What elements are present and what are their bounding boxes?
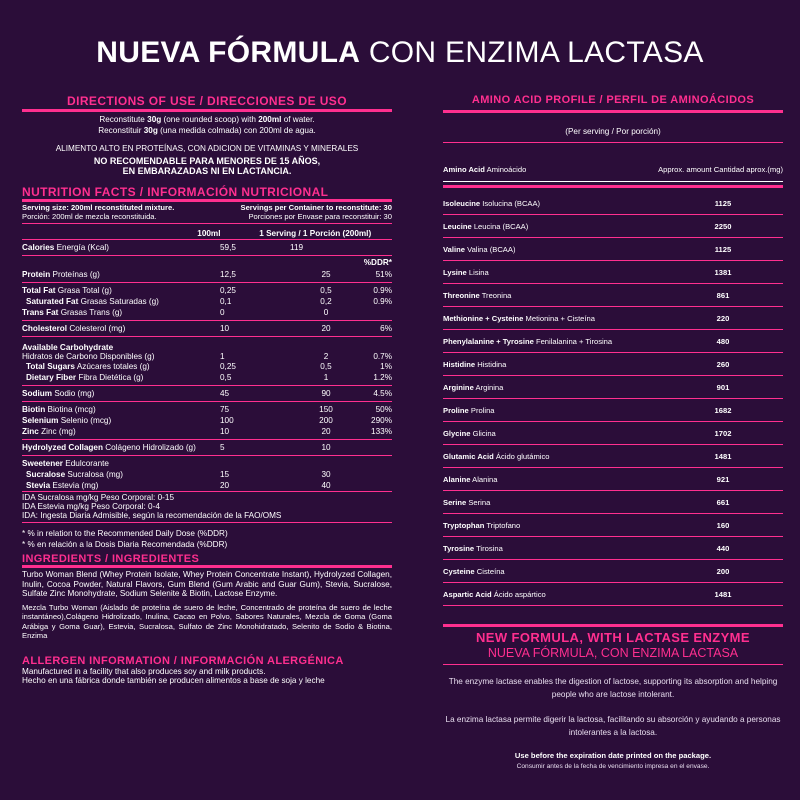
- amino-es: Glicina: [472, 428, 496, 438]
- value-ddr: 1.2%: [373, 373, 392, 382]
- value-ddr: 0.7%: [373, 352, 392, 361]
- amino-es: Arginina: [475, 382, 504, 392]
- divider: [22, 439, 392, 440]
- nutrition-row: [22, 285, 392, 296]
- nutrient-es: Sodio (mg): [54, 389, 95, 398]
- value-serving: 0: [323, 308, 329, 317]
- amino-en: Threonine: [443, 290, 480, 300]
- nutrition-heading: NUTRITION FACTS / INFORMACIÓN NUTRICIONAL: [22, 185, 329, 199]
- amino-value: 1682: [714, 405, 732, 415]
- amino-en: Valine: [443, 244, 465, 254]
- amino-value: 480: [716, 336, 730, 346]
- nutrient-es: Hidratos de Carbono Disponibles (g): [22, 352, 155, 361]
- nutrient-es: Sucralosa (mg): [67, 470, 123, 479]
- amino-en: Tyrosine: [443, 543, 475, 553]
- nutrient-en: Saturated Fat: [26, 297, 79, 306]
- new-formula-section: [443, 624, 783, 771]
- divider: [443, 185, 783, 188]
- value-ddr: 0.9%: [373, 286, 392, 295]
- value-100ml: 45: [220, 389, 230, 398]
- nutrition-table: [22, 269, 392, 491]
- servings-per: Servings per Container to reconstitute: 30: [240, 203, 392, 212]
- value-100ml: 0,25: [220, 362, 236, 371]
- amino-en: Leucine: [443, 221, 472, 231]
- new-formula-es: La enzima lactasa permite digerir la lactosa, facilitando su absorción y ayudando a personas intolerantes a la lactosa.: [445, 715, 781, 737]
- amino-value: 1481: [714, 451, 732, 461]
- value-serving: 150: [319, 405, 333, 414]
- amino-es: Treonina: [481, 290, 512, 300]
- nutrition-row: [22, 307, 392, 318]
- value-100ml: 75: [220, 405, 230, 414]
- value-ddr: 6%: [380, 324, 392, 333]
- nutrient-en: Total Sugars: [26, 362, 75, 371]
- amino-es: Histidina: [477, 359, 507, 369]
- amino-en: Alanine: [443, 474, 471, 484]
- ingredients-en: Turbo Woman Blend (Whey Protein Isolate, Whey Protein Concentrate Instant), Hydrolyzed Collagen, Inulin, Cocoa Powder, Natural Flavors, Gum Blend (Gum Arabic and Guar Gum), Stevia, Sucralose, Sulfate Zinc Monohydrate, Sodium Selenite & Biotin, Lactose Enzyme.: [22, 570, 392, 598]
- value-ddr: 290%: [371, 416, 392, 425]
- divider: [22, 282, 392, 283]
- nutrient-es: Biotina (mcg): [47, 405, 96, 414]
- value-serving: 1: [323, 373, 329, 382]
- divider: [22, 199, 392, 202]
- nutrient-es: Zinc (mg): [41, 427, 76, 436]
- amino-value: 160: [716, 520, 730, 530]
- ingredients-es: Mezcla Turbo Woman (Aislado de proteína de suero de leche, Concentrado de proteína de suero de leche instantáneo),Colágeno Hidrolizado, Inulina, Cacao en Polvo, Sabores Naturales, Mezcla de Goma (Goma Arábiga y Goma Guar), Estevia, Sucralosa, Sulfato de Zinc Monohidratado, Selenito de Sodio & Biotina, Enzima: [22, 602, 392, 640]
- new-formula-heading: NEW FORMULA, WITH LACTASE ENZYME: [476, 630, 750, 645]
- expiry-es: Consumir antes de la fecha de vencimiento impresa en el envase.: [516, 763, 710, 770]
- amino-table: [443, 192, 783, 606]
- amino-value: 1381: [714, 267, 732, 277]
- value-100ml: 10: [220, 427, 230, 436]
- amino-es: Tirosina: [476, 543, 503, 553]
- nutrient-en: Biotin: [22, 405, 46, 414]
- ingredients-heading: INGREDIENTS / INGREDIENTES: [22, 553, 200, 565]
- amino-row: [443, 422, 783, 445]
- nutrition-row: [22, 361, 392, 372]
- amino-es: Ácido glutámico: [495, 451, 550, 461]
- divider: [22, 401, 392, 402]
- nutrient-es: Proteínas (g): [52, 270, 100, 279]
- amino-value: 440: [716, 543, 730, 553]
- nutrient-es: Fibra Dietética (g): [78, 373, 144, 382]
- amino-row: [443, 238, 783, 261]
- nutrition-row: [22, 388, 392, 399]
- amino-es: Valina (BCAA): [467, 244, 516, 254]
- value-serving: 25: [321, 270, 331, 279]
- nutrition-row: [22, 458, 392, 469]
- divider: [22, 320, 392, 321]
- nutrition-column-header: 100ml 1 Serving / 1 Porción (200ml): [197, 228, 372, 238]
- value-ddr: 1%: [380, 362, 392, 371]
- nutrition-row: [22, 339, 392, 361]
- divider: [443, 664, 783, 665]
- amino-value: 200: [716, 566, 730, 576]
- nutrient-en: Total Fat: [22, 286, 56, 295]
- allergen-en: Manufactured in a facility that also produces soy and milk products.: [22, 666, 266, 676]
- divider: [22, 109, 392, 112]
- amino-en: Tryptophan: [443, 520, 485, 530]
- footnote-1: * % in relation to the Recommended Daily Dose (%DDR): [22, 529, 228, 538]
- amino-es: Serina: [468, 497, 491, 507]
- value-100ml: 5: [220, 443, 225, 452]
- title-bold: NUEVA FÓRMULA: [96, 36, 361, 69]
- amino-row: [443, 445, 783, 468]
- amino-en: Glycine: [443, 428, 471, 438]
- value-ddr: 51%: [375, 270, 392, 279]
- amino-es: Ácido aspártico: [493, 589, 546, 599]
- amino-es: Fenilalanina + Tirosina: [535, 336, 613, 346]
- title-rest: CON ENZIMA LACTASA: [368, 36, 704, 69]
- amino-value: 1702: [714, 428, 732, 438]
- amino-en: Arginine: [443, 382, 474, 392]
- new-formula-subheading: NUEVA FÓRMULA, CON ENZIMA LACTASA: [487, 646, 739, 660]
- amino-row: [443, 514, 783, 537]
- amino-en: Lysine: [443, 267, 467, 277]
- amino-row: [443, 560, 783, 583]
- nutrition-row: [22, 404, 392, 415]
- nutrition-row: [22, 296, 392, 307]
- nutrient-es: Grasas Saturadas (g): [80, 297, 159, 306]
- value-100ml: 20: [220, 481, 230, 490]
- nutrient-es: Colágeno Hidrolizado (g): [105, 443, 196, 452]
- amino-en: Proline: [443, 405, 469, 415]
- notice-3: EN EMBARAZADAS NI EN LACTANCIA.: [122, 166, 292, 176]
- amino-value: 901: [716, 382, 730, 392]
- nutrition-row: [22, 372, 392, 383]
- amino-value: 220: [716, 313, 730, 323]
- amino-en: Glutamic Acid: [443, 451, 494, 461]
- value-100ml: 10: [220, 324, 230, 333]
- amino-value: 1125: [714, 244, 732, 254]
- left-column: [22, 92, 392, 685]
- notice-1: ALIMENTO ALTO EN PROTEÍNAS, CON ADICION DE VITAMINAS Y MINERALES: [55, 144, 359, 153]
- amino-value: 661: [716, 497, 730, 507]
- directions-heading: DIRECTIONS OF USE / DIRECCIONES DE USO: [67, 94, 347, 108]
- amino-es: Lisina: [468, 267, 489, 277]
- nutrient-es: Colesterol (mg): [69, 324, 126, 333]
- amino-value: 2250: [714, 221, 732, 231]
- nutrient-en: Dietary Fiber: [26, 373, 77, 382]
- allergen-heading: ALLERGEN INFORMATION / INFORMACIÓN ALERGÉNICA: [22, 654, 344, 667]
- nutrition-row: [22, 480, 392, 491]
- amino-en: Isoleucine: [443, 198, 481, 208]
- nutrient-es: Grasa Total (g): [57, 286, 112, 295]
- amino-heading: AMINO ACID PROFILE / PERFIL DE AMINOÁCIDOS: [471, 94, 755, 106]
- value-serving: 2: [323, 352, 329, 361]
- amino-en: Histidine: [443, 359, 476, 369]
- amino-row: [443, 491, 783, 514]
- amino-row: [443, 330, 783, 353]
- amino-es: Metionina + Cisteína: [525, 313, 595, 323]
- nutrition-row: [22, 323, 392, 334]
- ida-1: IDA Sucralosa mg/kg Peso Corporal: 0-15: [22, 493, 174, 502]
- nutrient-es: Selenio (mcg): [60, 416, 112, 425]
- nutrient-en: Sucralose: [26, 470, 66, 479]
- nutrition-row: [22, 426, 392, 437]
- nutrition-row: [22, 442, 392, 453]
- amino-row: [443, 583, 783, 606]
- nutrient-es: Azúcares totales (g): [76, 362, 150, 371]
- nutrient-en: Hydrolyzed Collagen: [22, 443, 103, 452]
- value-100ml: 0,1: [220, 297, 232, 306]
- value-ddr: 50%: [375, 405, 392, 414]
- divider: [22, 223, 392, 224]
- amino-row: [443, 468, 783, 491]
- amino-en: Phenylalanine + Tyrosine: [443, 336, 534, 346]
- amino-row: [443, 261, 783, 284]
- amino-es: Cisteína: [476, 566, 505, 576]
- calories-row: Calories Energía (Kcal) 59,5 119: [22, 243, 304, 252]
- value-serving: 20: [321, 427, 331, 436]
- amino-es: Prolina: [470, 405, 495, 415]
- directions-line-1: Reconstitute 30g (one rounded scoop) with 200ml of water.: [99, 115, 315, 124]
- nutrient-es: Estevia (mg): [52, 481, 99, 490]
- value-100ml: 1: [220, 352, 225, 361]
- value-serving: 40: [321, 481, 331, 490]
- nutrient-es: Edulcorante: [65, 459, 109, 468]
- divider: [443, 142, 783, 143]
- nutrient-en: Cholesterol: [22, 324, 68, 333]
- nutrient-en: Stevia: [26, 481, 51, 490]
- amino-value: 1481: [714, 589, 732, 599]
- serving-size: Serving size: 200ml reconstituted mixture.: [22, 203, 175, 212]
- nutrient-en: Available Carbohydrate: [22, 343, 114, 352]
- value-100ml: 0,25: [220, 286, 236, 295]
- allergen-es: Hecho en una fábrica donde también se producen alimentos a base de soja y leche: [22, 675, 325, 685]
- amino-en: Serine: [443, 497, 467, 507]
- divider: [443, 624, 783, 627]
- right-column: [443, 92, 783, 606]
- footnote-2: * % en relación a la Dosis Diaria Recomendada (%DDR): [22, 540, 228, 549]
- nutrition-row: [22, 469, 392, 480]
- notice-2: NO RECOMENDABLE PARA MENORES DE 15 AÑOS,: [93, 156, 321, 166]
- nutrition-row: [22, 269, 392, 280]
- nutrition-row: [22, 415, 392, 426]
- ida-3: IDA: Ingesta Diaria Admisible, según la recomendación de la FAO/OMS: [22, 511, 282, 520]
- amino-en: Aspartic Acid: [443, 589, 492, 599]
- amino-value: 1125: [714, 198, 732, 208]
- amino-en: Cysteine: [443, 566, 475, 576]
- value-100ml: 0: [220, 308, 225, 317]
- amino-row: [443, 215, 783, 238]
- per-serving: (Per serving / Por porción): [565, 127, 661, 136]
- amino-es: Isolucina (BCAA): [482, 198, 541, 208]
- divider: [22, 565, 392, 568]
- nutrient-en: Zinc: [22, 427, 39, 436]
- new-formula-en: The enzyme lactase enables the digestion of lactose, supporting its absorption and helping people who are lactose intolerant.: [448, 677, 778, 699]
- value-ddr: 133%: [371, 427, 392, 436]
- nutrient-en: Sodium: [22, 389, 53, 398]
- ddr-label: %DDR*: [363, 258, 392, 267]
- porciones: Porciones por Envase para reconstituir: 30: [248, 212, 392, 221]
- divider: [443, 181, 783, 182]
- value-100ml: 15: [220, 470, 230, 479]
- amino-row: [443, 537, 783, 560]
- divider: [22, 385, 392, 386]
- value-100ml: 0,5: [220, 373, 232, 382]
- nutrient-en: Trans Fat: [22, 308, 59, 317]
- value-100ml: 100: [220, 416, 234, 425]
- value-ddr: 4.5%: [373, 389, 392, 398]
- ida-2: IDA Estevia mg/kg Peso Corporal: 0-4: [22, 502, 160, 511]
- amino-value: 260: [716, 359, 730, 369]
- value-serving: 200: [319, 416, 333, 425]
- expiry-en: Use before the expiration date printed on the package.: [514, 751, 712, 760]
- divider: [443, 110, 783, 113]
- directions-line-2: Reconstituir 30g (una medida colmada) con 200ml de agua.: [98, 126, 316, 135]
- amino-row: [443, 399, 783, 422]
- amino-row: [443, 307, 783, 330]
- nutrient-en: Protein: [22, 270, 51, 279]
- divider: [22, 491, 392, 492]
- amino-row: [443, 376, 783, 399]
- value-serving: 0,5: [320, 362, 332, 371]
- value-serving: 20: [321, 324, 331, 333]
- value-serving: 10: [321, 443, 331, 452]
- amino-column-header: Amino Acid Aminoácido Approx. amount Cantidad aprox.(mg): [443, 164, 783, 174]
- value-ddr: 0.9%: [373, 297, 392, 306]
- amino-es: Leucina (BCAA): [473, 221, 529, 231]
- amino-value: 921: [716, 474, 730, 484]
- value-serving: 90: [321, 389, 331, 398]
- divider: [22, 455, 392, 456]
- porcion: Porción: 200ml de mezcla reconstituida.: [22, 212, 157, 221]
- value-serving: 0,2: [320, 297, 332, 306]
- nutrient-en: Selenium: [22, 416, 59, 425]
- amino-es: Alanina: [472, 474, 498, 484]
- amino-es: Triptofano: [486, 520, 521, 530]
- value-100ml: 12,5: [220, 270, 236, 279]
- amino-row: [443, 353, 783, 376]
- divider: [22, 336, 392, 337]
- divider: [22, 522, 392, 523]
- nutrient-en: Sweetener: [22, 459, 63, 468]
- nutrient-es: Grasas Trans (g): [60, 308, 123, 317]
- page-title: [0, 36, 800, 70]
- value-serving: 0,5: [320, 286, 332, 295]
- value-serving: 30: [321, 470, 331, 479]
- amino-en: Methionine + Cysteine: [443, 313, 524, 323]
- amino-value: 861: [716, 290, 730, 300]
- amino-row: [443, 192, 783, 215]
- amino-row: [443, 284, 783, 307]
